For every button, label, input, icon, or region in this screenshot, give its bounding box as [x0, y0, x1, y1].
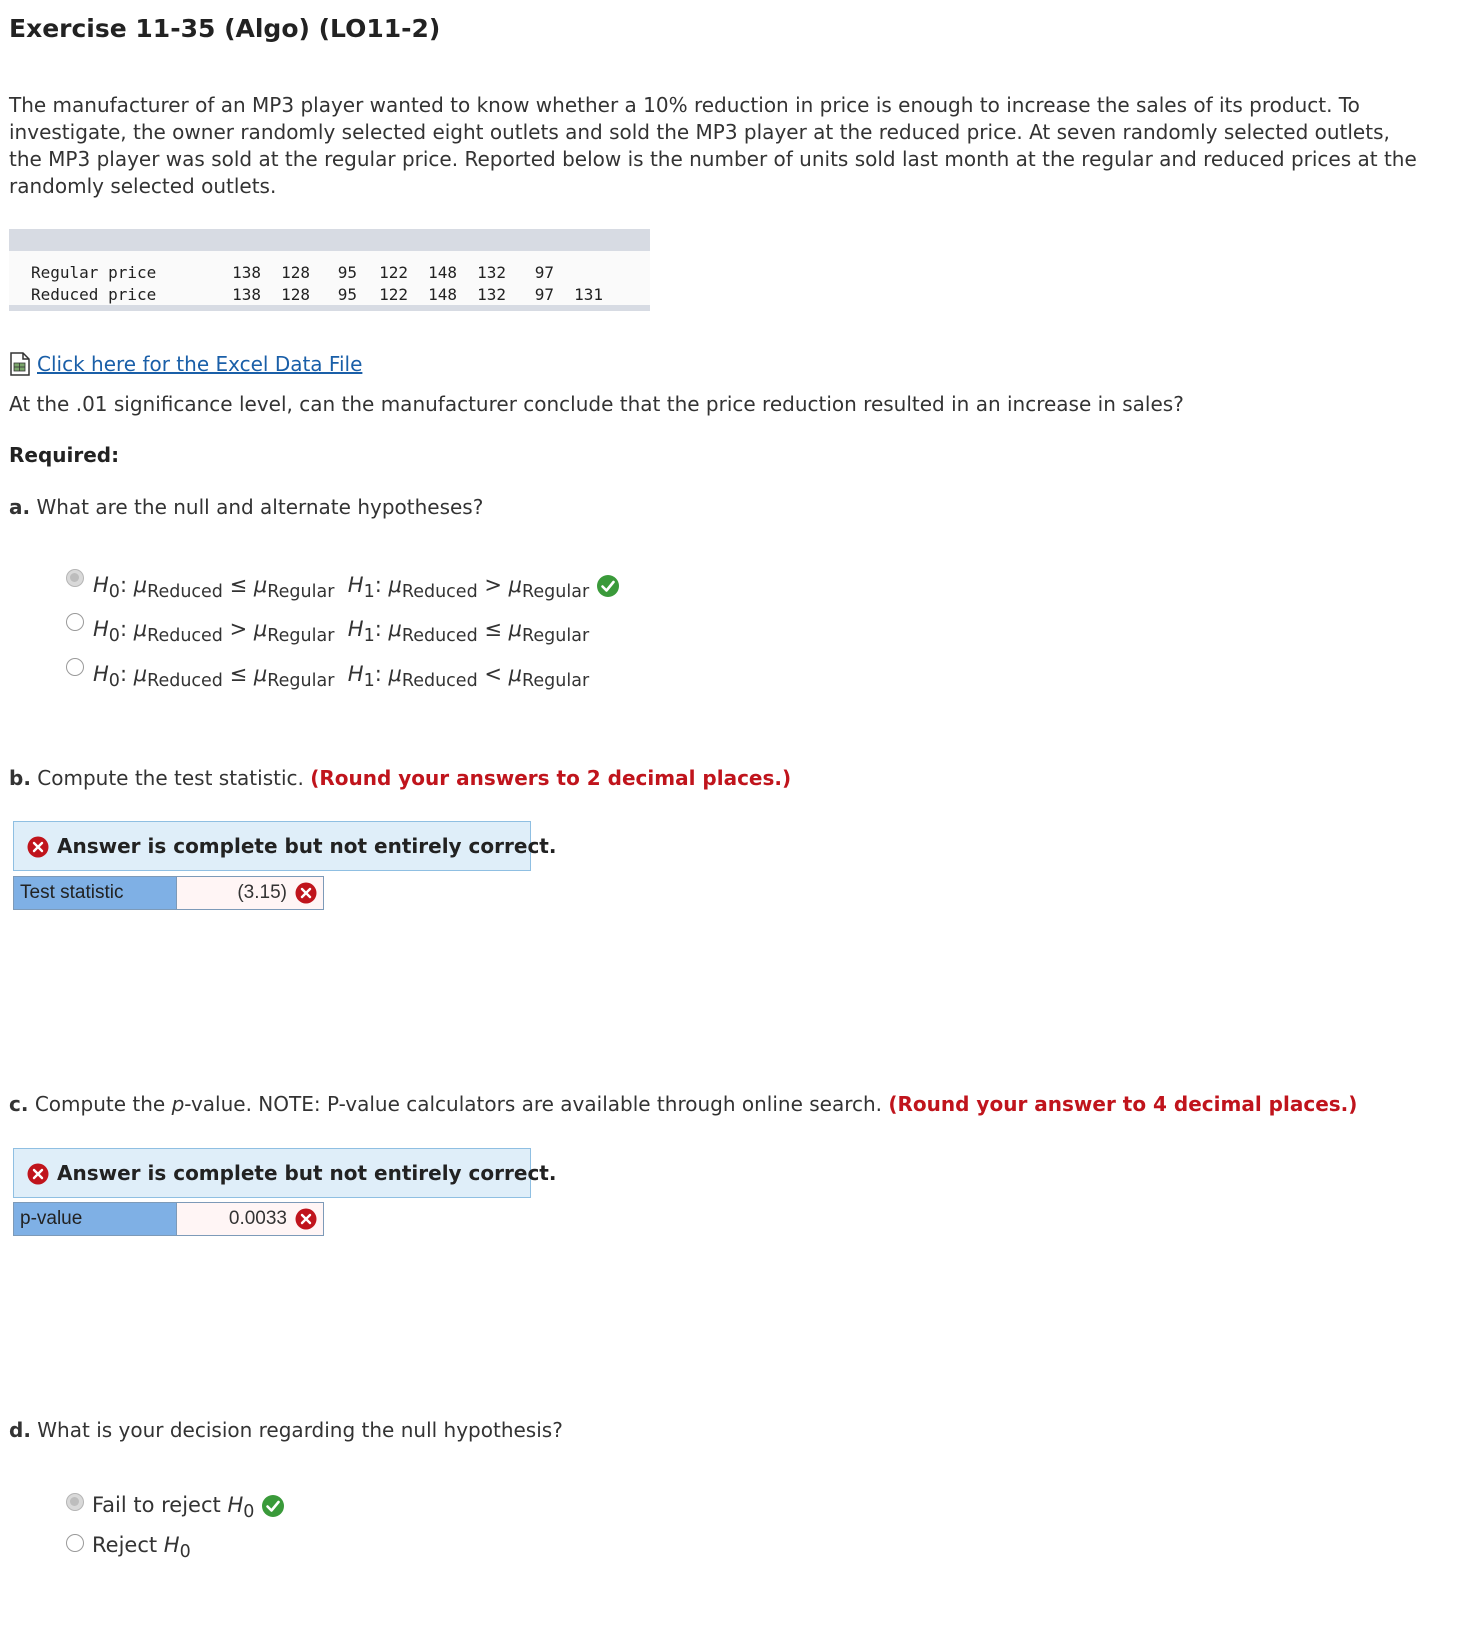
main-question: At the .01 significance level, can the manufacturer conclude that the price reduction resulted in an increase in sales? — [9, 392, 1184, 416]
table-cell: 128 — [281, 263, 310, 282]
part-letter: d. — [9, 1418, 31, 1442]
table-cell: 95 — [337, 285, 357, 304]
table-cell: 138 — [232, 285, 261, 304]
required-heading: Required: — [9, 443, 120, 467]
correct-check-icon — [596, 574, 620, 598]
table-cell: 148 — [428, 285, 457, 304]
mu-sub: Reduced — [401, 626, 478, 647]
h0-symbol: H — [93, 617, 109, 641]
mu-sub: Reduced — [147, 626, 223, 647]
option-label: Reject — [92, 1533, 164, 1557]
h1-symbol: H — [347, 573, 364, 597]
operator: ≤ — [229, 573, 248, 597]
table-cell: 148 — [428, 263, 457, 282]
hypothesis-option-3[interactable]: $H_0$: $\mu_{Reduced} \le \mu_{Regular}$ $H_1$: $\mu_{Reduced} < \mu_{Regular}$ — [93, 662, 590, 692]
part-c-text-pre: Compute the — [34, 1092, 172, 1116]
part-c-prompt — [9, 1092, 1357, 1116]
rounding-instruction: (Round your answers to 2 decimal places.) — [310, 766, 792, 790]
rounding-instruction: (Round your answer to 4 decimal places.) — [888, 1092, 1358, 1116]
table-cell: 131 — [574, 285, 603, 304]
mu-sub: Reduced — [147, 671, 223, 692]
incorrect-x-icon — [295, 882, 317, 904]
h-symbol: H — [227, 1493, 244, 1517]
table-cell: 122 — [379, 285, 408, 304]
decision-option-2-radio[interactable] — [66, 1534, 84, 1552]
mu-symbol: μ — [253, 573, 268, 597]
option-label: Fail to reject — [92, 1493, 228, 1517]
table-cell: 97 — [534, 263, 554, 282]
hypothesis-option-1[interactable]: $H_0$: $\mu_{Reduced} \le \mu_{Regular}$ $H_1$: $\mu_{Reduced} > \mu_{Regular}$ — [93, 573, 620, 602]
mu-sub: Regular — [267, 582, 335, 603]
mu-sub: Reduced — [401, 671, 478, 692]
hypothesis-option-3-radio[interactable] — [66, 658, 84, 676]
mu-symbol: μ — [253, 617, 268, 641]
operator: ≤ — [484, 617, 502, 641]
correct-check-icon — [261, 1494, 285, 1518]
operator: < — [484, 662, 502, 686]
p-value-value: 0.0033 — [228, 1208, 287, 1229]
p-value-row — [13, 1202, 324, 1236]
part-b-prompt — [9, 766, 791, 790]
h0-symbol: H — [93, 662, 109, 686]
problem-intro: The manufacturer of an MP3 player wanted to know whether a 10% reduction in price is enough to increase the sales of its product. To investigate, the owner randomly selected eight outlets and sold the MP3 player at the reduced price. At seven randomly selected outlets, the MP3 player was sold at the regular price. Reported below is the number of units sold last month at the regular and reduced prices at the randomly selected outlets. — [9, 93, 1417, 198]
h1-symbol: H — [347, 617, 364, 641]
table-cell: 97 — [534, 285, 554, 304]
mu-sub: Regular — [267, 671, 335, 692]
mu-symbol: μ — [133, 662, 148, 686]
mu-symbol: μ — [388, 573, 402, 597]
mu-symbol: μ — [508, 662, 523, 686]
part-a-text: What are the null and alternate hypotheses? — [36, 495, 484, 519]
mu-symbol: μ — [133, 617, 148, 641]
part-letter: b. — [9, 766, 31, 790]
mu-symbol: μ — [508, 573, 523, 597]
mu-sub: Reduced — [401, 582, 478, 603]
decision-option-fail-to-reject[interactable] — [92, 1493, 285, 1522]
feedback-message: Answer is complete but not entirely correct. — [57, 834, 557, 858]
decision-option-reject[interactable] — [92, 1533, 191, 1562]
h1-symbol: H — [347, 662, 364, 686]
table-cell: 132 — [477, 263, 506, 282]
part-a-prompt — [9, 495, 483, 519]
table-cell: 122 — [379, 263, 408, 282]
hypothesis-option-2[interactable]: $H_0$: $\mu_{Reduced} > \mu_{Regular}$ $H_1$: $\mu_{Reduced} \le \mu_{Regular}$ — [93, 617, 590, 647]
part-letter: c. — [9, 1092, 29, 1116]
hypothesis-option-2-radio[interactable] — [66, 613, 84, 631]
table-cell: 95 — [337, 263, 357, 282]
table-cell: 128 — [281, 285, 310, 304]
p-value-input[interactable] — [177, 1203, 323, 1235]
mu-symbol: μ — [133, 573, 148, 597]
p-value-label: p-value — [14, 1203, 177, 1235]
h1-sub: 1 — [363, 582, 375, 603]
part-c-text-post: -value. NOTE: P-value calculators are available through online search. — [184, 1092, 883, 1116]
test-statistic-label: Test statistic — [14, 877, 177, 909]
h0-sub: 0 — [108, 582, 120, 603]
test-statistic-row — [13, 876, 324, 910]
answer-feedback-banner — [13, 1148, 557, 1198]
mu-sub: Regular — [522, 671, 590, 692]
operator: ≤ — [229, 662, 248, 686]
h0-sub: 0 — [108, 671, 120, 692]
h-symbol: H — [163, 1533, 180, 1557]
h1-sub: 1 — [363, 626, 375, 647]
excel-data-file-link[interactable]: Click here for the Excel Data File — [37, 352, 363, 376]
row-label: Reduced price — [31, 285, 157, 304]
excel-link-row — [9, 352, 362, 376]
page-title: Exercise 11-35 (Algo) (LO11-2) — [9, 14, 441, 43]
part-letter: a. — [9, 495, 31, 519]
data-table — [9, 229, 650, 311]
part-d-prompt — [9, 1418, 563, 1442]
feedback-message: Answer is complete but not entirely correct. — [57, 1161, 557, 1185]
spreadsheet-file-icon[interactable] — [9, 352, 31, 376]
table-row — [9, 285, 603, 308]
incorrect-x-icon — [295, 1208, 317, 1230]
operator: > — [229, 617, 248, 641]
h0-symbol: H — [93, 573, 109, 597]
test-statistic-input[interactable] — [177, 877, 323, 909]
test-statistic-value: (3.15) — [237, 882, 287, 903]
part-b-text: Compute the test statistic. — [37, 766, 304, 790]
decision-option-1-radio[interactable] — [66, 1493, 84, 1511]
hypothesis-option-1-radio[interactable] — [66, 569, 84, 587]
table-row — [9, 263, 554, 286]
p-italic: p — [171, 1092, 185, 1116]
operator: > — [484, 573, 502, 597]
h-sub: 0 — [179, 1542, 191, 1563]
mu-symbol: μ — [253, 662, 268, 686]
part-d-text: What is your decision regarding the null hypothesis? — [37, 1418, 563, 1442]
mu-sub: Regular — [522, 626, 590, 647]
mu-symbol: μ — [388, 662, 402, 686]
incorrect-x-icon — [27, 836, 49, 858]
h1-sub: 1 — [363, 671, 375, 692]
row-label: Regular price — [31, 263, 157, 282]
h0-sub: 0 — [108, 626, 120, 647]
mu-sub: Reduced — [147, 582, 223, 603]
mu-sub: Regular — [267, 626, 335, 647]
mu-sub: Regular — [522, 582, 590, 603]
h-sub: 0 — [243, 1502, 255, 1523]
answer-feedback-banner — [13, 821, 557, 871]
table-cell: 132 — [477, 285, 506, 304]
table-cell: 138 — [232, 263, 261, 282]
mu-symbol: μ — [508, 617, 523, 641]
incorrect-x-icon — [27, 1163, 49, 1185]
mu-symbol: μ — [388, 617, 402, 641]
